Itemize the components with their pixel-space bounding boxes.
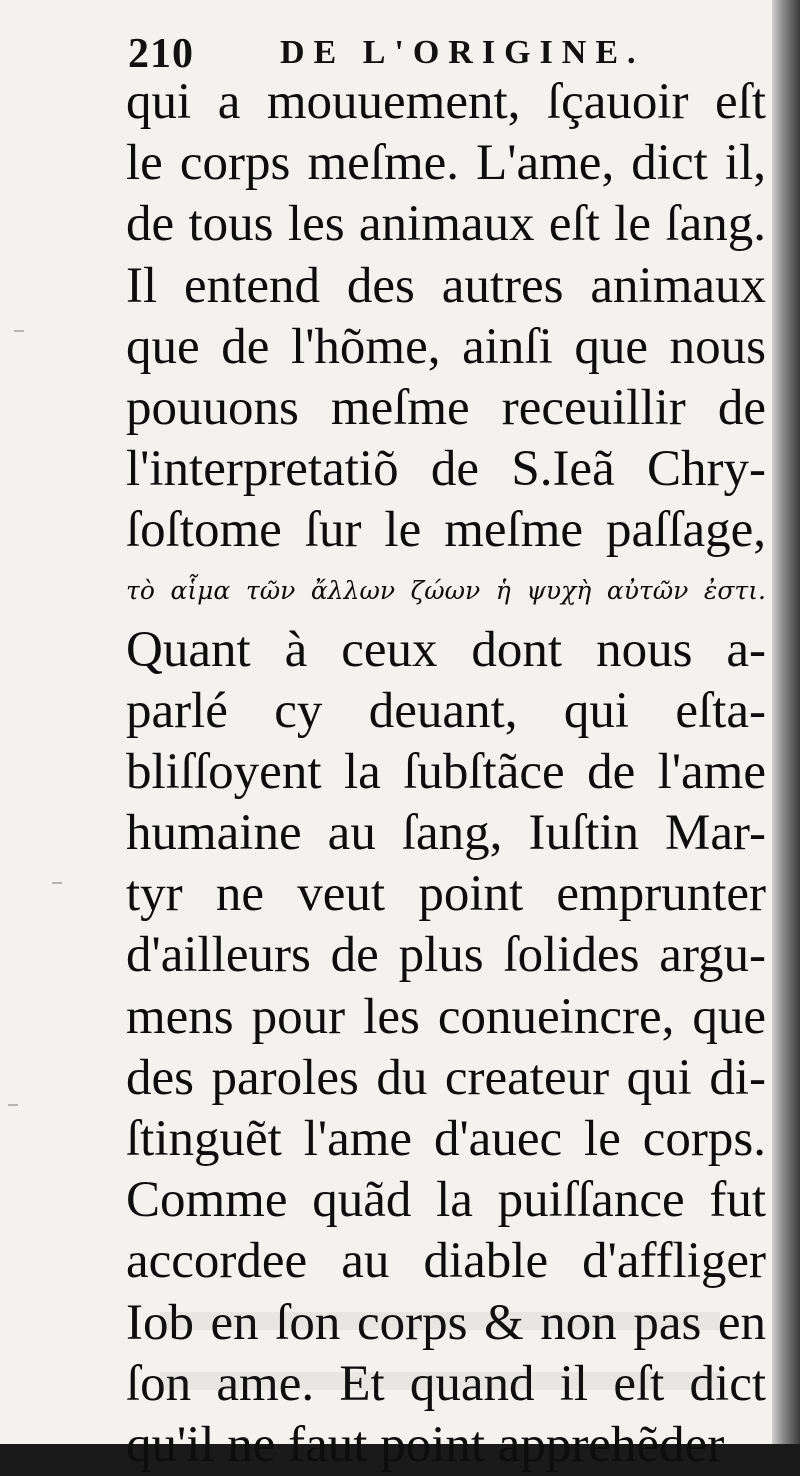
- margin-speck: [8, 1104, 18, 1106]
- text-line: Comme quãd la puiſſance fut: [126, 1172, 766, 1229]
- margin-speck: [14, 330, 24, 332]
- text-line: des paroles du createur qui di-: [126, 1049, 766, 1106]
- text-line: le corps meſme. L'ame, dict il,: [126, 135, 766, 192]
- text-line: accordee au diable d'affliger: [126, 1233, 766, 1290]
- show-through-shadow: [160, 1290, 720, 1410]
- text-line: de tous les animaux eſt le ſang.: [126, 196, 766, 253]
- running-title: DE L'ORIGINE.: [280, 34, 645, 71]
- text-line: d'ailleurs de plus ſolides argu-: [126, 927, 766, 984]
- text-line: Iob en ſon corps & non pas en: [126, 1294, 766, 1351]
- text-line: Quant à ceux dont nous a-: [126, 621, 766, 678]
- page-edge-shadow: [772, 0, 800, 1444]
- text-line: parlé cy deuant, qui eſta-: [126, 682, 766, 739]
- text-line: l'interpretatiõ de S.Ieã Chry-: [126, 441, 766, 498]
- text-line: ſoſtome ſur le meſme paſſage,: [126, 502, 766, 559]
- text-line: ſtinguẽt l'ame d'auec le corps.: [126, 1111, 766, 1167]
- text-line: qui a mouuement, ſçauoir eſt: [126, 74, 766, 130]
- text-line: tyr ne veut point emprunter: [126, 866, 766, 923]
- text-line: pouuons meſme receuillir de: [126, 379, 766, 436]
- page-number: 210: [128, 31, 194, 77]
- text-line: ſon ame. Et quand il eſt dict: [126, 1355, 766, 1412]
- text-line: Il entend des autres animaux: [126, 257, 766, 314]
- text-line: humaine au ſang, Iuſtin Mar-: [126, 805, 766, 862]
- body-text: [126, 72, 766, 1476]
- text-line: mens pour les conueincre, que: [126, 988, 766, 1045]
- text-line: qu'il ne faut point apprehẽder: [126, 1416, 725, 1473]
- text-line: que de l'hõme, ainſi que nous: [126, 318, 766, 375]
- margin-speck: [52, 882, 62, 884]
- greek-quotation: τὸ αἷμα τῶν ἄλλων ζώων ἡ ψυχὴ αὐτῶν ἐστι.: [126, 575, 766, 605]
- text-line: bliſſoyent la ſubſtãce de l'ame: [126, 743, 766, 800]
